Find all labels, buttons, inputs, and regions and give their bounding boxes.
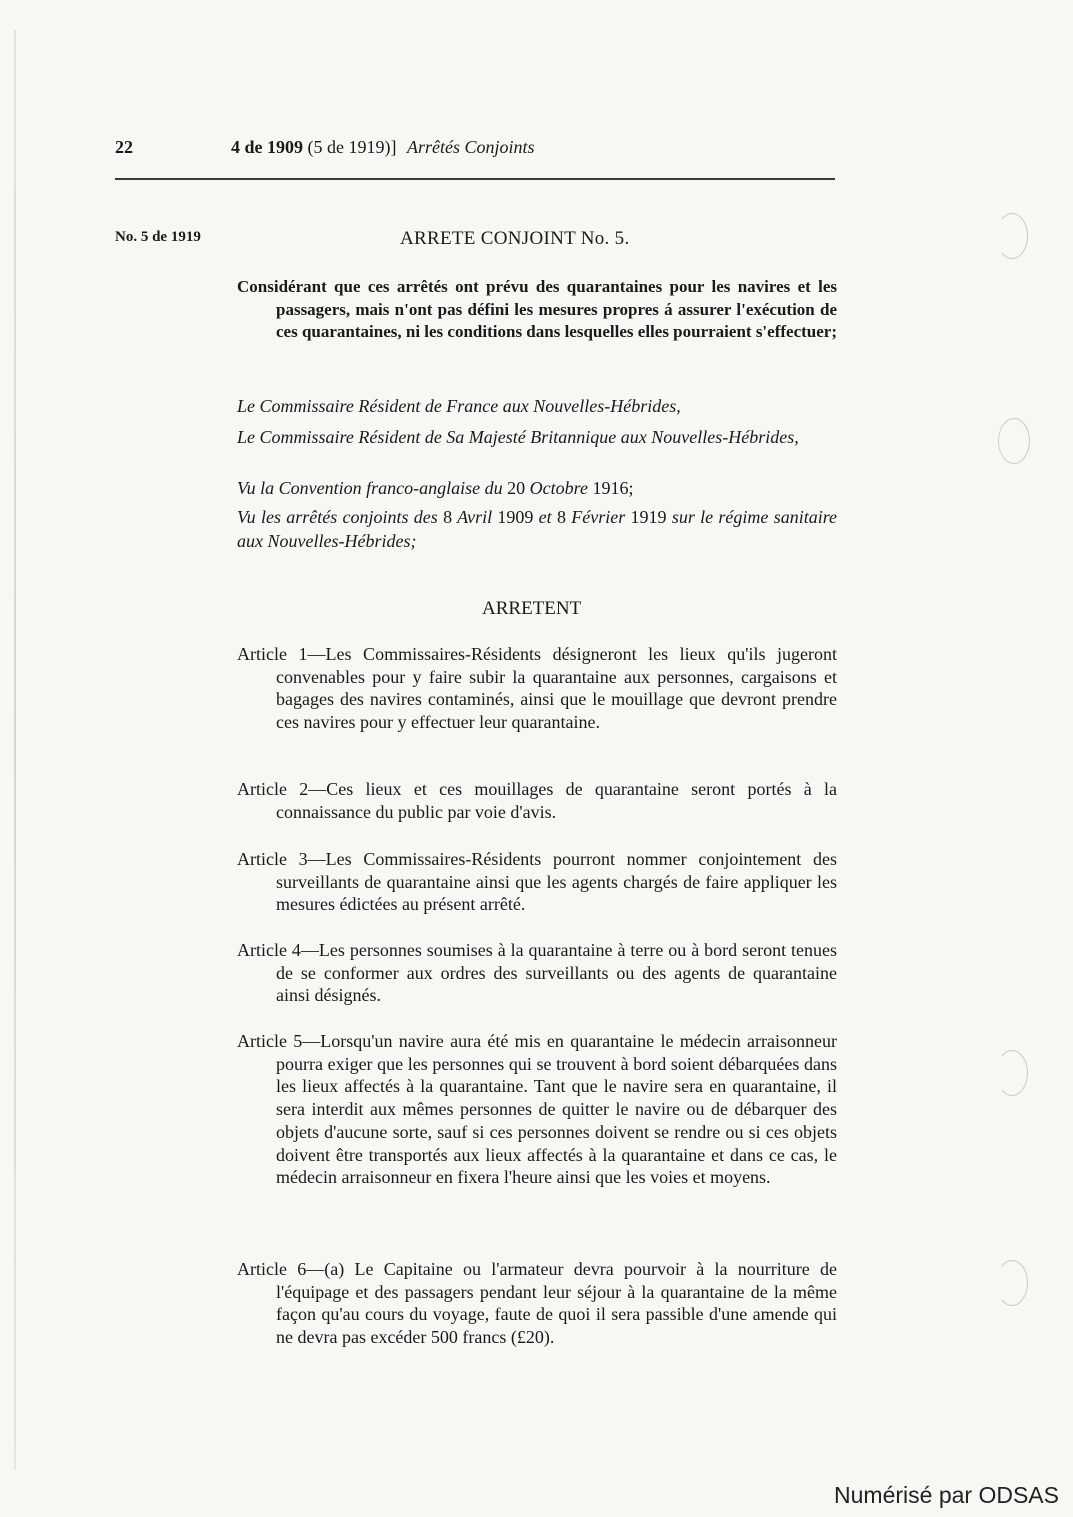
citation-4-text-a: Vu les arrêtés conjoints des xyxy=(237,507,438,527)
digitization-credit: Numérisé par ODSAS xyxy=(834,1482,1059,1508)
margin-note: No. 5 de 1919 xyxy=(115,229,201,245)
citation-4-day-2: 8 xyxy=(556,507,566,527)
page-edge-shadow xyxy=(14,30,16,1470)
arretent-heading: ARRETENT xyxy=(482,598,582,619)
article-6: Article 6—(a) Le Capitaine ou l'armateur devra pourvoir à la nourriture de l'équipage et des passagers pendant leur séjour à la quarantaine de la même façon qu'au cours du voyage, faute de quoi il sera passible d'une amende qui ne devra pas excéder 500 francs (£20). xyxy=(237,1259,837,1348)
citation-4-year-2: 1919 xyxy=(630,507,667,527)
citation-4-month-2: Février xyxy=(571,507,626,527)
running-header xyxy=(231,137,535,158)
header-act-paren: (5 de 1919)] xyxy=(307,137,397,157)
preamble: Considérant que ces arrêtés ont prévu des quarantaines pour les navires et les passagers, mais n'ont pas défini les mesures propres á assurer l'exécution de ces quarantaines, ni les conditions dans lesquelles elles pourraient s'effectuer; xyxy=(237,277,837,341)
citation-4-and: et xyxy=(538,507,552,527)
citation-3 xyxy=(237,476,837,500)
citation-3-day: 20 xyxy=(507,478,526,498)
citation-2: Le Commissaire Résident de Sa Majesté Britannique aux Nouvelles-Hébrides, xyxy=(237,427,799,447)
citation-3-month: Octobre xyxy=(529,478,588,498)
citation-4-month-1: Avril xyxy=(457,507,493,527)
decree-title: ARRETE CONJOINT No. 5. xyxy=(400,228,630,249)
punch-hole-mark xyxy=(998,418,1030,464)
punch-hole-mark xyxy=(996,1260,1028,1306)
header-rule xyxy=(115,178,835,180)
citation-4-year-1: 1909 xyxy=(497,507,534,527)
article-5: Article 5—Lorsqu'un navire aura été mis en quarantaine le médecin arraisonneur pourra exiger que les personnes qui se trouvent à bord soient débarquées dans les lieux affectés à la quarantaine. Tant que le navire sera en quarantaine, il sera interdit aux mêmes personnes de quitter le navire ou de débarquer des objets d'aucune sorte, sauf si ces personnes doivent se rendre ou si ces objets doivent être transportés aux lieux affectés à la quarantaine et dans ce cas, le médecin arraisonneur en fixera l'heure ainsi que les voies et moyens. xyxy=(237,1031,837,1188)
punch-hole-mark xyxy=(996,213,1028,259)
article-2: Article 2—Ces lieux et ces mouillages de quarantaine seront portés à la connaissance du public par voie d'avis. xyxy=(237,779,837,822)
citation-4 xyxy=(237,505,837,553)
punch-hole-mark xyxy=(996,1050,1028,1096)
article-3: Article 3—Les Commissaires-Résidents pourront nommer conjointement des surveillants de quarantaine ainsi que les agents chargés de faire appliquer les mesures édictées au présent arrêté. xyxy=(237,849,837,915)
citation-4-text-b: sur le régime sanitaire aux Nouvelles-Hébrides; xyxy=(237,507,838,551)
citation-1: Le Commissaire Résident de France aux Nouvelles-Hébrides, xyxy=(237,396,681,416)
header-act-number: 4 de 1909 xyxy=(231,137,303,157)
citation-4-day-1: 8 xyxy=(443,507,453,527)
header-act-title: Arrêtés Conjoints xyxy=(406,137,535,157)
page-number: 22 xyxy=(115,137,133,157)
article-1: Article 1—Les Commissaires-Résidents désigneront les lieux qu'ils jugeront convenables pour y faire subir la quarantaine aux personnes, cargaisons et bagages des navires contaminés, ainsi que le mouillage que devront prendre ces navires pour y effectuer leur quarantaine. xyxy=(237,644,837,733)
citation-3-text: Vu la Convention franco-anglaise du xyxy=(237,478,503,498)
article-4: Article 4—Les personnes soumises à la quarantaine à terre ou à bord seront tenues de se conformer aux ordres des surveillants ou des agents de quarantaine ainsi désignés. xyxy=(237,940,837,1006)
citation-3-year: 1916; xyxy=(592,478,634,498)
